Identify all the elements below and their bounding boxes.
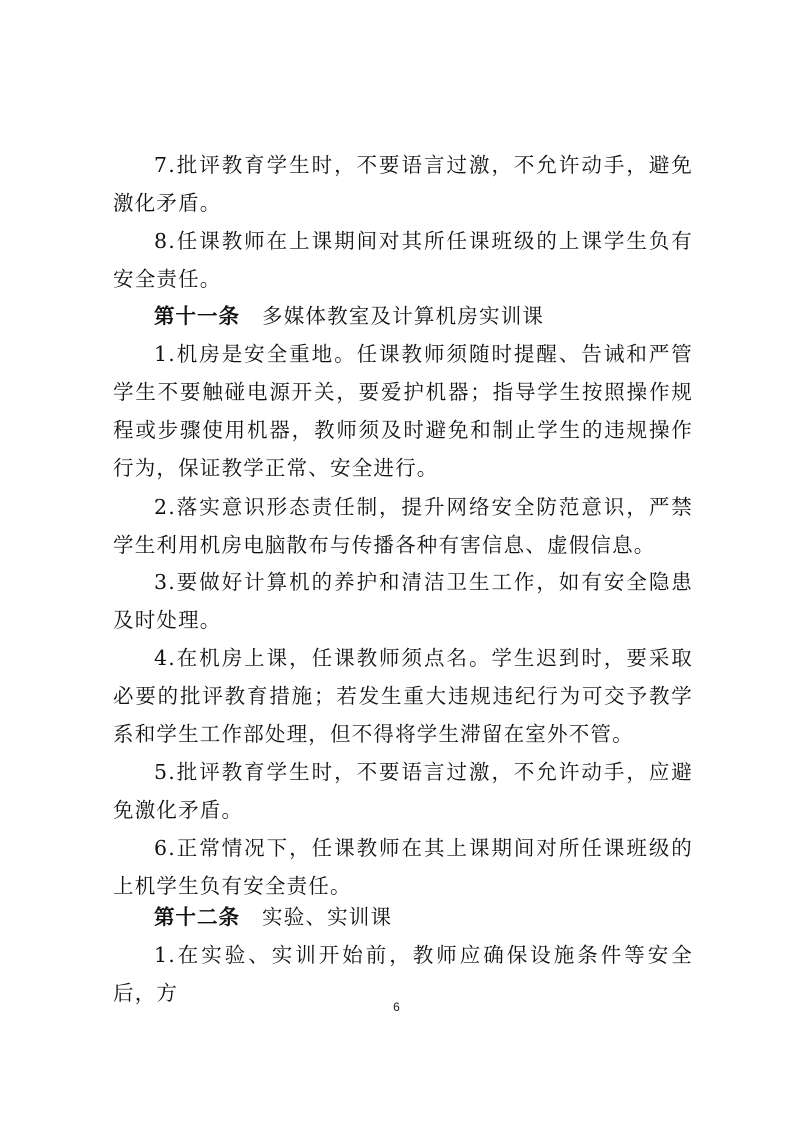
article-11-item-5: 5.批评教育学生时，不要语言过激，不允许动手，应避免激化矛盾。: [113, 760, 693, 822]
article-11-label: 第十一条: [154, 304, 240, 328]
article-12-title: 实验、实训课: [262, 905, 393, 929]
article-12-heading: [113, 898, 693, 936]
article-11-item-4: 4.在机房上课，任课教师须点名。学生迟到时，要采取必要的批评教育措施；若发生重大违规违纪行为可交予教学系和学生工作部处理，但不得将学生滞留在室外不管。: [113, 646, 693, 746]
article-11-item-1: 1.机房是安全重地。任课教师须随时提醒、告诫和严管学生不要触碰电源开关，要爱护机器；指导学生按照操作规程或步骤使用机器，教师须及时避免和制止学生的违规操作行为，保证教学正常、安全进行。: [113, 342, 693, 480]
article-11-item-3: 3.要做好计算机的养护和清洁卫生工作，如有安全隐患及时处理。: [113, 570, 693, 632]
article-11-title: 多媒体教室及计算机房实训课: [262, 304, 545, 328]
article-12-label: 第十二条: [154, 905, 240, 929]
paragraph-item-8: 8.任课教师在上课期间对其所任课班级的上课学生负有安全责任。: [113, 229, 693, 291]
article-12-item-1: 1.在实验、实训开始前，教师应确保设施条件等安全后，方: [113, 943, 693, 1005]
article-11-heading: [113, 297, 693, 335]
page-number: 6: [393, 1000, 400, 1014]
paragraph-item-7: 7.批评教育学生时，不要语言过激，不允许动手，避免激化矛盾。: [113, 153, 693, 215]
article-11-item-2: 2.落实意识形态责任制，提升网络安全防范意识，严禁学生利用机房电脑散布与传播各种有害信息、虚假信息。: [113, 495, 693, 557]
article-11-item-6: 6.正常情况下，任课教师在其上课期间对所任课班级的上机学生负有安全责任。: [113, 836, 693, 898]
